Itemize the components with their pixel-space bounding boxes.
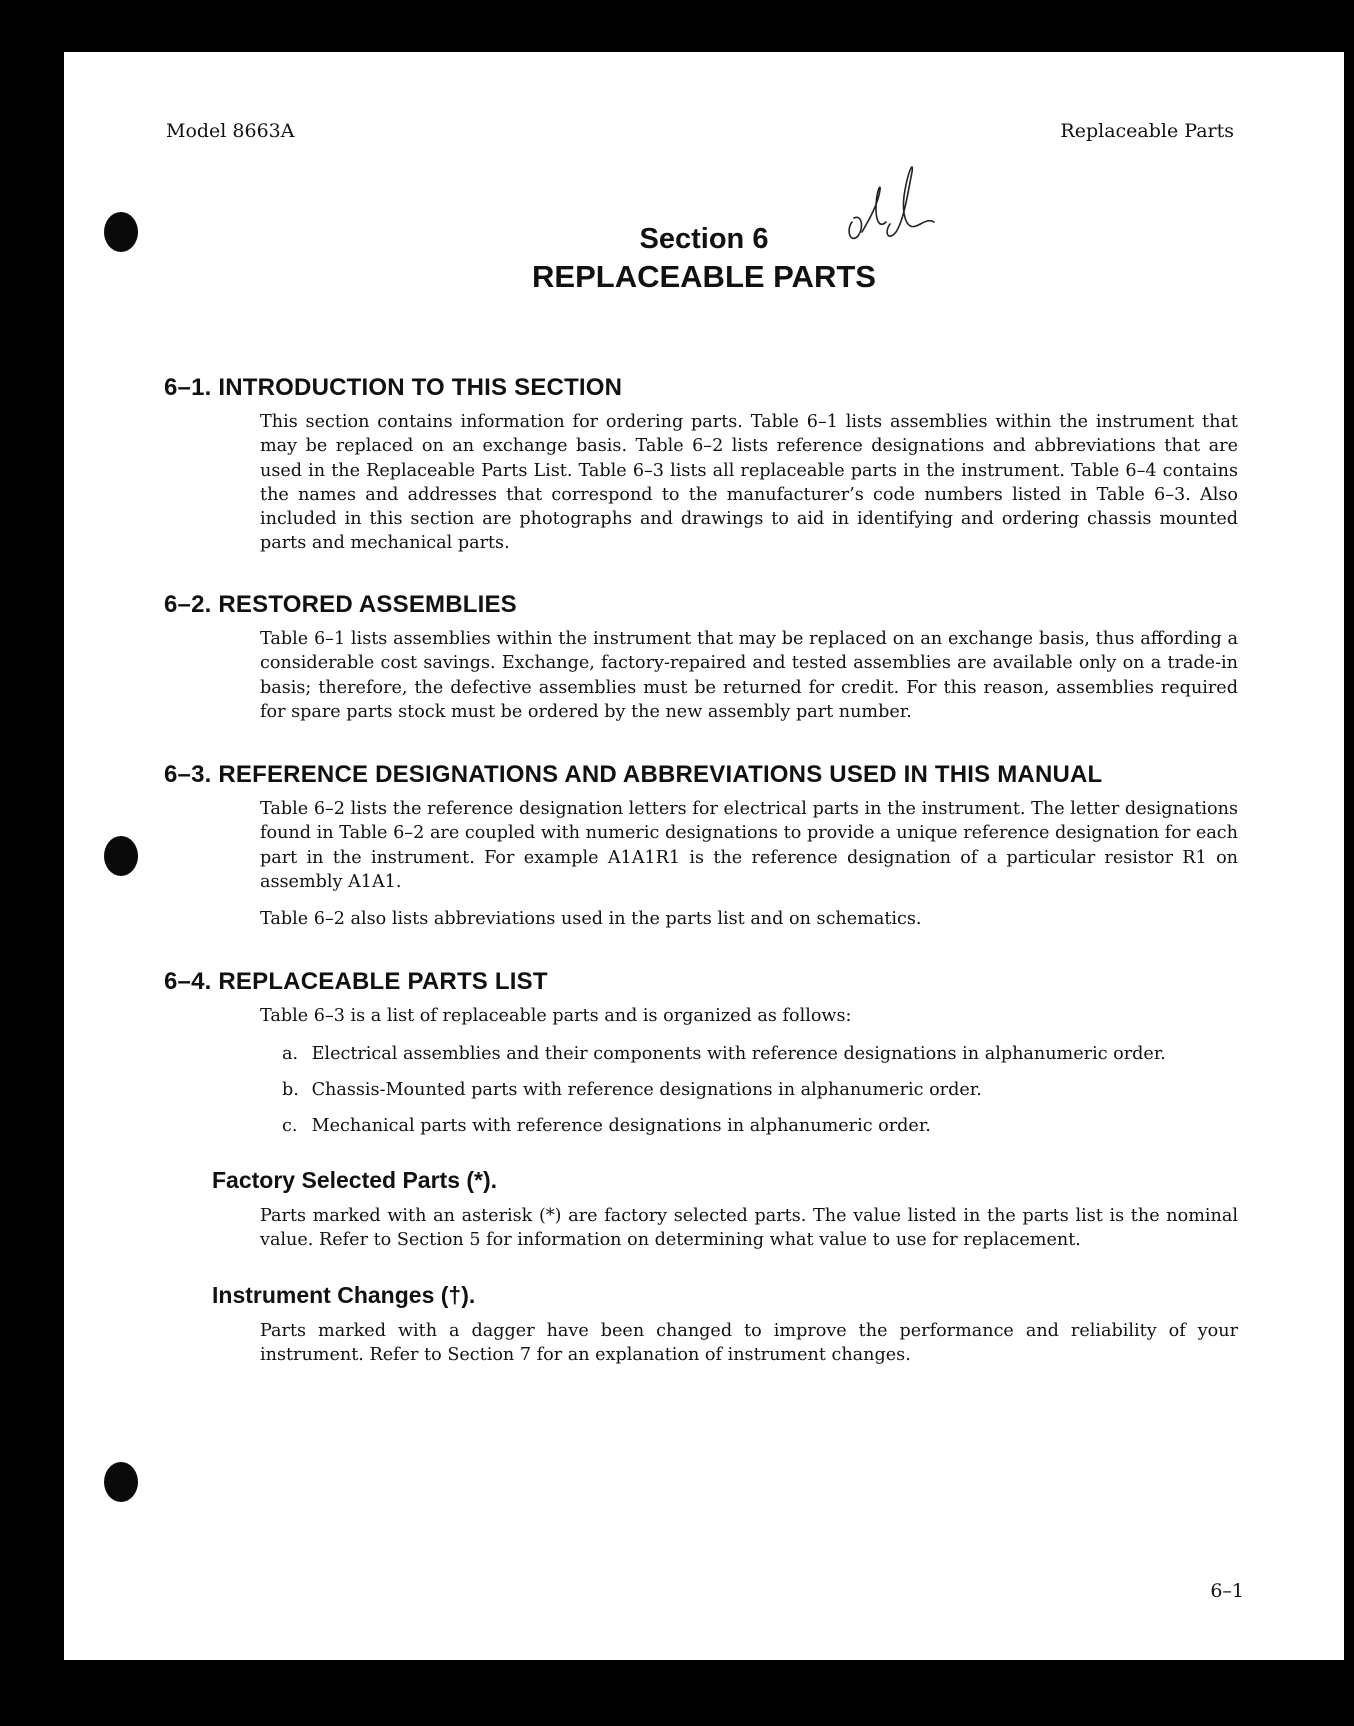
list-letter: b. [282,1080,299,1100]
list-item [282,1042,1262,1066]
section-number: Section 6 [639,223,769,255]
subheading-factory-selected-parts: Factory Selected Parts (*). [212,1167,498,1193]
list-text: Chassis-Mounted parts with reference designations in alphanumeric order. [311,1080,982,1100]
section-title-text: REPLACEABLE PARTS [532,259,876,294]
paragraph-introduction: This section contains information for ordering parts. Table 6–1 lists assemblies within the instrument that may be replaced on an exchange basis. Table 6–2 lists reference designations and abbreviations that are used in the Replaceable Parts List. Table 6–3 lists all replaceable parts in the instrument. Table 6–4 contains the names and addresses that correspond to the manufacturer’s code numbers listed in Table 6–3. Also included in this section are photographs and drawings to aid in identifying and ordering chassis mounted parts and mechanical parts. [260,412,1238,554]
heading-replaceable-parts-list: 6–4. REPLACEABLE PARTS LIST [164,968,548,995]
list-text: Electrical assemblies and their components with reference designations in alphanumeric order. [311,1044,1166,1064]
list-letter: c. [282,1116,298,1136]
paragraph-factory-selected-parts: Parts marked with an asterisk (*) are factory selected parts. The value listed in the parts list is the nominal value. Refer to Section 5 for information on determining what value to use for replacement. [260,1206,1238,1251]
heading-restored-assemblies: 6–2. RESTORED ASSEMBLIES [164,591,517,618]
page-number: 6–1 [1210,1580,1244,1602]
paragraph-instrument-changes: Parts marked with a dagger have been changed to improve the performance and reliability of your instrument. Refer to Section 7 for an explanation of instrument changes. [260,1321,1238,1366]
paragraph-reference-designations: Table 6–2 lists the reference designation letters for electrical parts in the instrument. The letter designations found in Table 6–2 are coupled with numeric designations to provide a unique reference designation for each part in the instrument. For example A1A1R1 is the reference designation of a particular resistor R1 on assembly A1A1. [260,799,1238,892]
heading-introduction: 6–1. INTRODUCTION TO THIS SECTION [164,374,623,401]
section-title [64,220,1344,296]
list-letter: a. [282,1044,299,1064]
paragraph-parts-list-intro: Table 6–3 is a list of replaceable parts and is organized as follows: [260,1006,852,1026]
header-section-name: Replaceable Parts [1060,120,1234,142]
header-model: Model 8663A [166,120,295,142]
document-page [64,52,1344,1660]
paragraph-restored-assemblies: Table 6–1 lists assemblies within the instrument that may be replaced on an exchange basis, thus affording a considerable cost savings. Exchange, factory-repaired and tested assemblies are available only on a trade-in basis; therefore, the defective assemblies must be returned for credit. For this reason, assemblies required for spare parts stock must be ordered by the new assembly part number. [260,629,1238,722]
handwritten-note-text: old [844,152,846,153]
subheading-instrument-changes: Instrument Changes (†). [212,1282,476,1308]
list-item [282,1114,1262,1138]
punch-hole-top [104,212,138,252]
heading-reference-designations: 6–3. REFERENCE DESIGNATIONS AND ABBREVIATIONS USED IN THIS MANUAL [164,761,1103,788]
list-text: Mechanical parts with reference designations in alphanumeric order. [311,1116,931,1136]
paragraph-abbreviations: Table 6–2 also lists abbreviations used in the parts list and on schematics. [260,909,922,929]
list-item [282,1078,1262,1102]
punch-hole-middle [104,836,138,876]
punch-hole-bottom [104,1462,138,1502]
